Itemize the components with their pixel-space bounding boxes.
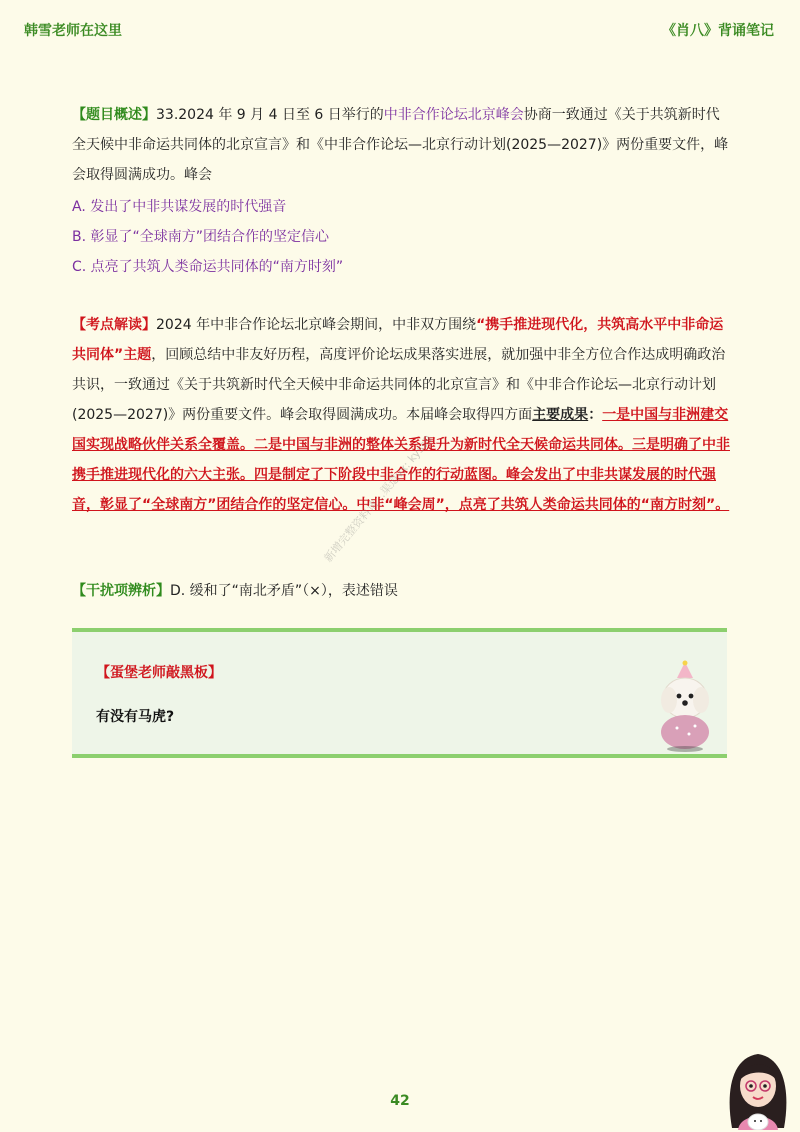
header-author: 韩雪老师在这里 (24, 23, 122, 39)
option-c: C. 点亮了共筑人类命运共同体的“南方时刻” (72, 259, 344, 275)
question-text-b: 协商一致通过《关于共筑新时代全天候中非命运共同体的北京宣言》和《中非合作论坛—北京行动计划(2025—2027)》两份重要文件，峰会取得圆满成功。峰会 (72, 107, 729, 183)
question-label: 【题目概述】 (72, 107, 156, 123)
explanation-label: 【考点解读】 (72, 317, 156, 333)
header-book-title: 《肖八》背诵笔记 (662, 23, 774, 39)
distractor-analysis (72, 576, 732, 606)
explanation-colon: ： (588, 407, 603, 423)
explanation-text-b: ，回顾总结中非友好历程，高度评价论坛成果落实进展，就加强中非全方位合作达成明确政治共识，一致通过《关于共筑新时代全天候中非命运共同体的北京宣言》和《中非合作论坛—北京行动计划(2025—2027)》两份重要文件。峰会取得圆满成功。本届峰会取得四方面 (72, 347, 726, 423)
explanation-results: 一是中国与非洲建交国实现战略伙伴关系全覆盖。二是中国与非洲的整体关系提升为新时代全天候命运共同体。三是明确了中非携手推进现代化的六大主张。四是制定了下阶段中非合作的行动蓝图。峰会发出了中非共谋发展的时代强音，彰显了“全球南方”团结合作的坚定信心。中非“峰会周”，点亮了共筑人类命运共同体的“南方时刻”。 (72, 407, 730, 513)
puppy-image (655, 660, 715, 752)
question-highlight: 中非合作论坛北京峰会 (383, 107, 524, 123)
option-a: A. 发出了中非共谋发展的时代强音 (72, 199, 287, 215)
page-number: 42 (390, 1093, 410, 1109)
question-text-a: 33.2024 年 9 月 4 日至 6 日举行的 (156, 107, 384, 123)
note-title: 【蛋堡老师敲黑板】 (96, 665, 222, 681)
blackboard-note (72, 628, 727, 758)
question-overview (72, 100, 732, 190)
distractor-label: 【干扰项辨析】 (72, 583, 170, 599)
teacher-avatar-illustration (718, 1040, 798, 1130)
note-text: 有没有马虎? (96, 709, 175, 725)
options-list (72, 192, 732, 282)
watermark: 新增完整资料请…渠道vx: kyss9 (321, 432, 436, 565)
explanation (72, 310, 732, 520)
distractor-text: D. 缓和了“南北矛盾”（×），表述错误 (170, 583, 398, 599)
explanation-text-a: 2024 年中非合作论坛北京峰会期间，中非双方围绕 (156, 317, 477, 333)
explanation-theme: “携手推进现代化，共筑高水平中非命运共同体”主题 (72, 317, 724, 363)
explanation-key: 主要成果 (532, 407, 589, 423)
option-b: B. 彰显了“全球南方”团结合作的坚定信心 (72, 229, 330, 245)
